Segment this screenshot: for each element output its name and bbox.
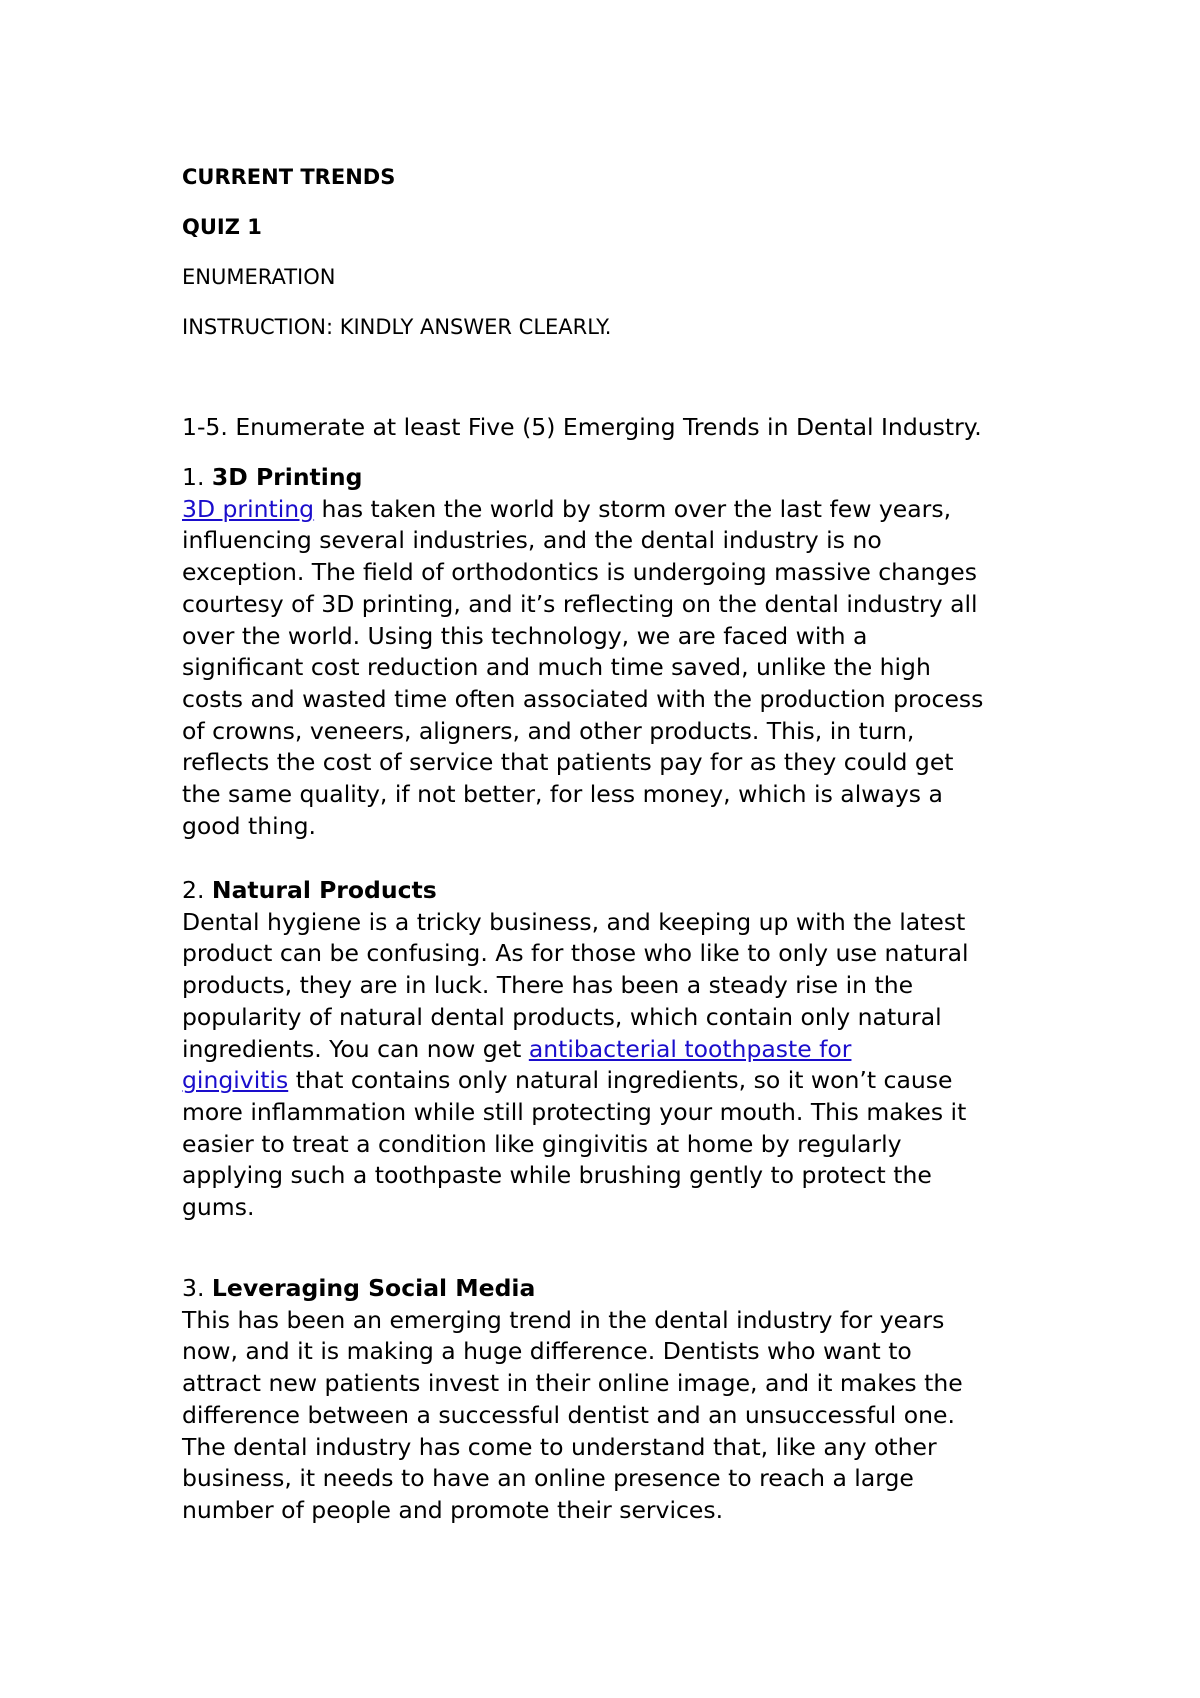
paragraph-line	[182, 1065, 1062, 1097]
paragraph-line: business, it needs to have an online presence to reach a large	[182, 1464, 914, 1493]
paragraph-line: gums.	[182, 1193, 255, 1222]
trend-heading-1	[182, 462, 1062, 494]
paragraph-line: exception. The field of orthodontics is undergoing massive changes	[182, 558, 977, 587]
paragraph-line	[182, 1034, 1062, 1066]
paragraph-line: costs and wasted time often associated with the production process	[182, 684, 984, 713]
paragraph-line: over the world. Using this technology, we are faced with a	[182, 621, 868, 650]
paragraph-line: difference between a successful dentist and an unsuccessful one.	[182, 1400, 955, 1429]
antibacterial-toothpaste-link[interactable]: antibacterial toothpaste for	[528, 1034, 852, 1063]
paragraph-line: product can be confusing. As for those who like to only use natural	[182, 939, 969, 968]
3d-printing-link[interactable]: 3D printing	[182, 494, 315, 523]
paragraph-line: the same quality, if not better, for less money, which is always a	[182, 780, 943, 809]
trend-title: Leveraging Social Media	[211, 1274, 536, 1302]
course-title: CURRENT TRENDS	[182, 165, 396, 189]
text-run: ingredients. You can now get	[182, 1034, 529, 1063]
text-run: has taken the world by storm over the last few years,	[314, 494, 952, 523]
trend-heading-3	[182, 1273, 1062, 1305]
paragraph-line: number of people and promote their services.	[182, 1495, 724, 1524]
paragraph-line: The dental industry has come to understand that, like any other	[182, 1432, 937, 1461]
paragraph-line: significant cost reduction and much time saved, unlike the high	[182, 653, 931, 682]
trend-heading-2	[182, 875, 1062, 907]
paragraph-line	[182, 494, 1062, 526]
trend-number: 2.	[182, 876, 212, 904]
paragraph-line: now, and it is making a huge difference. Dentists who want to	[182, 1337, 912, 1366]
gingivitis-link[interactable]: gingivitis	[182, 1066, 289, 1095]
instruction-text: INSTRUCTION: KINDLY ANSWER CLEARLY.	[182, 315, 612, 339]
paragraph-line: courtesy of 3D printing, and it’s reflecting on the dental industry all	[182, 589, 978, 618]
trend-title: Natural Products	[211, 876, 437, 904]
paragraph-line: reflects the cost of service that patients pay for as they could get	[182, 748, 954, 777]
paragraph-line: attract new patients invest in their online image, and it makes the	[182, 1369, 963, 1398]
paragraph-line: more inflammation while still protecting your mouth. This makes it	[182, 1097, 967, 1126]
trend-item-3	[182, 1273, 1062, 1527]
trend-number: 1.	[182, 463, 212, 491]
paragraph-line: applying such a toothpaste while brushing gently to protect the	[182, 1161, 932, 1190]
paragraph-line: This has been an emerging trend in the dental industry for years	[182, 1305, 945, 1334]
paragraph-line: easier to treat a condition like gingivitis at home by regularly	[182, 1129, 902, 1158]
paragraph-line: Dental hygiene is a tricky business, and keeping up with the latest	[182, 907, 966, 936]
quiz-title: QUIZ 1	[182, 215, 262, 239]
trend-number: 3.	[182, 1274, 212, 1302]
trend-title: 3D Printing	[211, 463, 363, 491]
paragraph-line: popularity of natural dental products, which contain only natural	[182, 1002, 942, 1031]
quiz-type: ENUMERATION	[182, 265, 336, 289]
paragraph-line: of crowns, veneers, aligners, and other products. This, in turn,	[182, 716, 915, 745]
paragraph-line: products, they are in luck. There has been a steady rise in the	[182, 971, 914, 1000]
paragraph-line: influencing several industries, and the dental industry is no	[182, 526, 882, 555]
trend-item-1	[182, 462, 1062, 842]
paragraph-line: good thing.	[182, 811, 316, 840]
text-run: that contains only natural ingredients, so it won’t cause	[288, 1066, 953, 1095]
trend-item-2	[182, 875, 1062, 1224]
question-text: 1-5. Enumerate at least Five (5) Emerging Trends in Dental Industry.	[182, 413, 982, 441]
